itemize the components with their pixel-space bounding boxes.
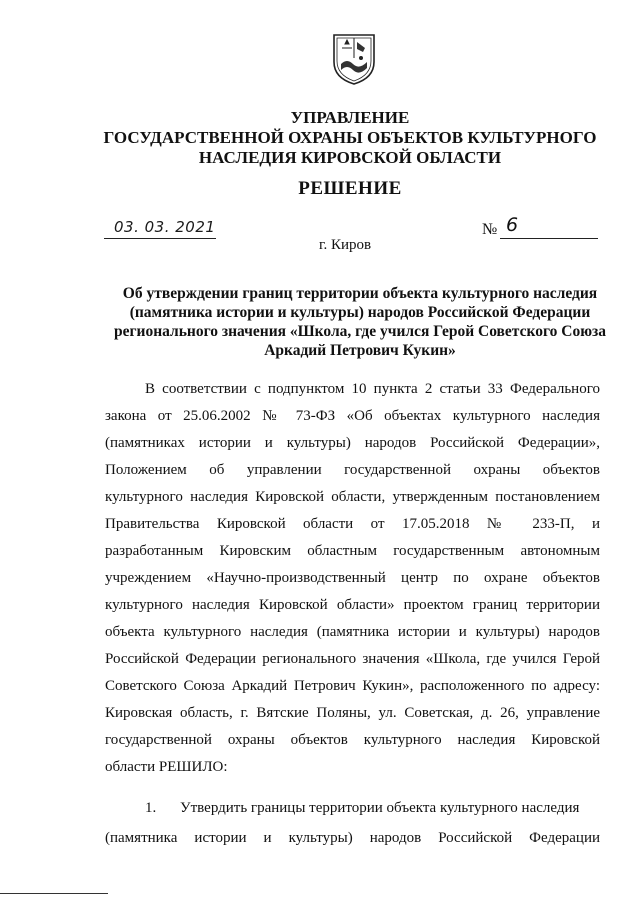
body-line: закона от 25.06.2002 № 73-ФЗ «Об объектах культурного наследия [105, 408, 600, 424]
number-field [500, 214, 598, 239]
body-line: (памятниках истории и культуры) народов Российской Федерации», [105, 435, 600, 451]
body-line: В соответствии с подпунктом 10 пункта 2 статьи 33 Федерального [145, 381, 600, 397]
number-label: № [482, 221, 498, 238]
footnote-rule [0, 893, 108, 894]
body-line: культурного наследия Кировской области, утвержденным постановлением [105, 489, 600, 505]
title-line: регионального значения «Школа, где учился Герой Советского Союза [113, 323, 607, 340]
body-line: Советского Союза Аркадий Петрович Кукин», расположенного по адресу: [105, 678, 600, 694]
body-line: Кировская область, г. Вятские Поляны, ул. Советская, д. 26, управление [105, 705, 600, 721]
date-field [104, 218, 216, 239]
title-line: Об утверждении границ территории объекта культурного наследия [122, 285, 598, 302]
body-line: государственной охраны объектов культурного наследия Кировской [105, 732, 600, 748]
body-line: культурного наследия Кировской области» проектом границ территории [105, 597, 600, 613]
item-first-line [105, 797, 600, 827]
item-text: Утвердить границы территории объекта культурного наследия [180, 800, 580, 816]
item-number: 1. [145, 800, 157, 816]
decision-item-1 [105, 797, 600, 857]
title-line: Аркадий Петрович Кукин» [264, 342, 456, 359]
org-line: УПРАВЛЕНИЕ [290, 108, 410, 127]
issuing-authority [100, 108, 600, 168]
body-line: разработанным Кировским областным государственным автономным [105, 543, 600, 559]
body-line: учреждением «Научно-производственный центр по охране объектов [105, 570, 600, 586]
body-line: Положением об управлении государственной охраны объектов [105, 462, 600, 478]
body-line: области РЕШИЛО: [105, 759, 228, 775]
handwritten-date: 03. 03. 2021 [114, 218, 216, 236]
preamble-paragraph [105, 378, 600, 783]
city: г. Киров [319, 237, 372, 253]
title-line: (памятника истории и культуры) народов Российской Федерации [129, 304, 591, 321]
org-line: НАСЛЕДИЯ КИРОВСКОЙ ОБЛАСТИ [198, 148, 502, 167]
body-line: объекта культурного наследия (памятника истории и культуры) народов [105, 624, 600, 640]
handwritten-number: 6 [506, 214, 519, 236]
body-line: Российской Федерации регионального значения «Школа, где учился Герой [105, 651, 600, 667]
document-title [100, 284, 620, 360]
item-line: (памятника истории и культуры) народов Российской Федерации [105, 830, 600, 846]
org-line: ГОСУДАРСТВЕННОЙ ОХРАНЫ ОБЪЕКТОВ КУЛЬТУРНОГО [103, 128, 597, 147]
body-line: Правительства Кировской области от 17.05.2018 № 233-П, и [105, 516, 600, 532]
coat-of-arms-icon [331, 32, 377, 86]
document-type: РЕШЕНИЕ [298, 178, 402, 199]
